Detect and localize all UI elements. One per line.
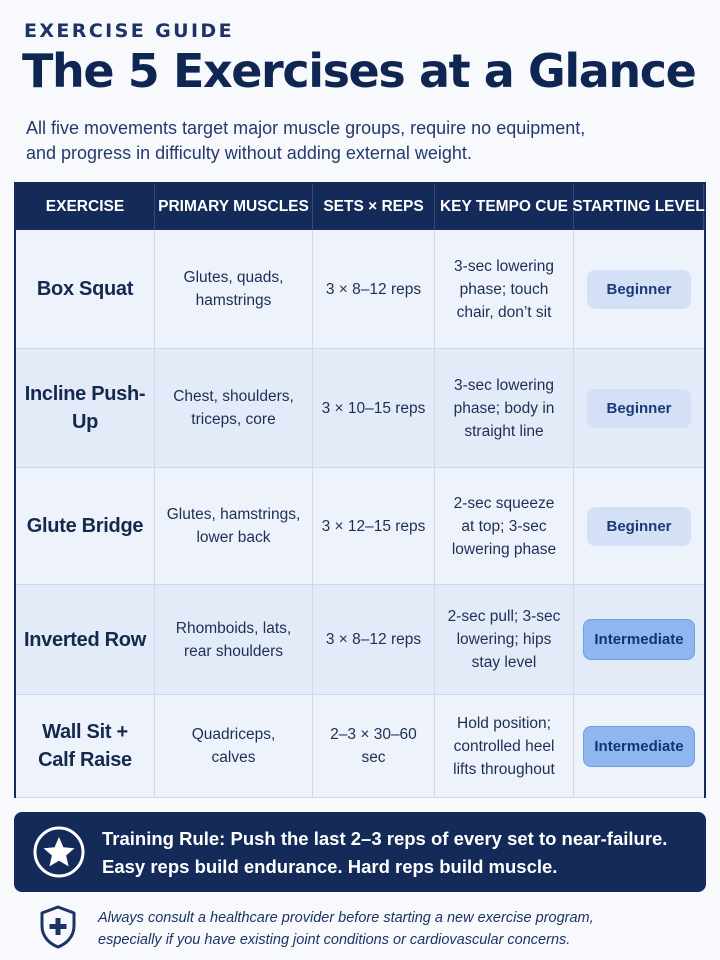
- cell-line: controlled heel: [453, 737, 555, 755]
- table-cell-muscles: [155, 695, 313, 798]
- cell-line: Calf Raise: [38, 749, 132, 771]
- level-badge: Intermediate: [583, 726, 694, 767]
- cell-text: [27, 512, 143, 540]
- cell-line: lowering phase: [451, 540, 557, 558]
- cell-line: lifts throughout: [453, 760, 555, 778]
- table-cell-level: [574, 349, 704, 468]
- column-header-primary-muscles: PRIMARY MUSCLES: [155, 184, 313, 230]
- table-cell-level: [574, 468, 704, 585]
- cell-line: Inverted Row: [24, 628, 146, 651]
- level-badge: Beginner: [587, 389, 691, 428]
- table-cell-exercise: [16, 585, 155, 695]
- training-rule-callout: [14, 812, 706, 892]
- column-header-tempo-cue: KEY TEMPO CUE: [435, 184, 574, 230]
- cell-line: chair, don’t sit: [456, 303, 552, 321]
- cell-line: 3-sec lowering: [454, 257, 554, 275]
- eyebrow-label: EXERCISE GUIDE: [24, 20, 234, 42]
- table-cell-muscles: [155, 349, 313, 468]
- level-badge: Beginner: [587, 270, 691, 309]
- table-cell-tempo: [435, 695, 574, 798]
- page-subtitle: [26, 116, 706, 166]
- table-cell-sets: 2–3 × 30–60 sec: [313, 695, 435, 798]
- training-rule-line-2: Easy reps build endurance. Hard reps build muscle.: [102, 856, 558, 877]
- table-cell-exercise: [16, 349, 155, 468]
- column-header-sets-reps: SETS × REPS: [313, 184, 435, 230]
- column-header-exercise: EXERCISE: [16, 184, 155, 230]
- cell-text: [167, 503, 301, 549]
- cell-line: straight line: [464, 422, 544, 440]
- cell-line: at top; 3-sec: [461, 517, 547, 535]
- cell-line: lower back: [196, 529, 271, 546]
- cell-line: Quadriceps,: [191, 726, 276, 743]
- table-cell-level: [574, 695, 704, 798]
- subtitle-line-2: and progress in difficulty without adding external weight.: [26, 143, 472, 163]
- cell-line: Glutes, quads,: [183, 269, 284, 286]
- cell-text: [448, 605, 561, 674]
- cell-line: stay level: [471, 654, 537, 671]
- cell-line: calves: [211, 749, 256, 766]
- table-cell-tempo: [435, 349, 574, 468]
- page-title: The 5 Exercises at a Glance: [22, 44, 696, 98]
- star-icon: [32, 825, 86, 879]
- cell-text: [454, 255, 554, 324]
- cell-line: 2-sec squeeze: [453, 494, 555, 512]
- table-cell-sets: 3 × 8–12 reps: [313, 230, 435, 349]
- level-badge: Intermediate: [583, 619, 694, 660]
- training-rule-text: [102, 825, 667, 881]
- exercise-table: [14, 182, 706, 798]
- cell-line: Box Squat: [36, 278, 134, 300]
- table-cell-level: [574, 585, 704, 695]
- shield-plus-icon: [38, 904, 78, 950]
- cell-text: [454, 374, 555, 443]
- table-cell-exercise: [16, 468, 155, 585]
- cell-line: Wall Sit +: [42, 721, 128, 743]
- table-cell-sets: 3 × 10–15 reps: [313, 349, 435, 468]
- cell-line: hamstrings: [195, 292, 272, 309]
- table-cell-exercise: [16, 695, 155, 798]
- table-cell-tempo: [435, 230, 574, 349]
- cell-line: 2-sec pull; 3-sec: [447, 608, 561, 625]
- cell-line: Glutes, hamstrings,: [166, 506, 301, 523]
- cell-line: lowering; hips: [456, 631, 552, 648]
- cell-line: 3-sec lowering: [454, 376, 554, 394]
- disclaimer-line-2: especially if you have existing joint conditions or cardiovascular concerns.: [98, 932, 571, 948]
- cell-text: [452, 492, 556, 561]
- cell-text: [24, 380, 146, 436]
- column-header-starting-level: STARTING LEVEL: [574, 184, 704, 230]
- table-cell-level: [574, 230, 704, 349]
- table-cell-sets: 3 × 8–12 reps: [313, 585, 435, 695]
- cell-text: [173, 385, 294, 431]
- table-cell-sets: 3 × 12–15 reps: [313, 468, 435, 585]
- table-cell-exercise: [16, 230, 155, 349]
- cell-line: Hold position;: [457, 714, 551, 732]
- level-badge: Beginner: [587, 507, 691, 546]
- subtitle-line-1: All five movements target major muscle groups, require no equipment,: [26, 118, 586, 138]
- cell-line: phase; body in: [453, 399, 555, 417]
- cell-text: [192, 723, 276, 769]
- table-cell-tempo: [435, 468, 574, 585]
- cell-text: [24, 626, 146, 654]
- cell-line: Chest, shoulders,: [173, 388, 294, 405]
- cell-line: Glute Bridge: [26, 515, 144, 537]
- cell-text: [37, 275, 133, 303]
- cell-text: [453, 712, 555, 781]
- cell-text: [38, 718, 132, 774]
- disclaimer-line-1: Always consult a healthcare provider before starting a new exercise program,: [98, 910, 594, 926]
- table-cell-tempo: [435, 585, 574, 695]
- table-cell-muscles: [155, 468, 313, 585]
- cell-text: [184, 266, 284, 312]
- training-rule-line-1: Training Rule: Push the last 2–3 reps of every set to near-failure.: [102, 828, 668, 849]
- cell-text: [176, 617, 291, 663]
- table-cell-muscles: [155, 230, 313, 349]
- table-cell-muscles: [155, 585, 313, 695]
- disclaimer-text: [98, 907, 594, 951]
- cell-line: Incline Push-Up: [24, 383, 146, 433]
- cell-line: Rhomboids, lats,: [175, 619, 292, 637]
- cell-line: rear shoulders: [183, 642, 284, 660]
- cell-line: phase; touch: [459, 280, 549, 298]
- cell-line: triceps, core: [191, 411, 276, 428]
